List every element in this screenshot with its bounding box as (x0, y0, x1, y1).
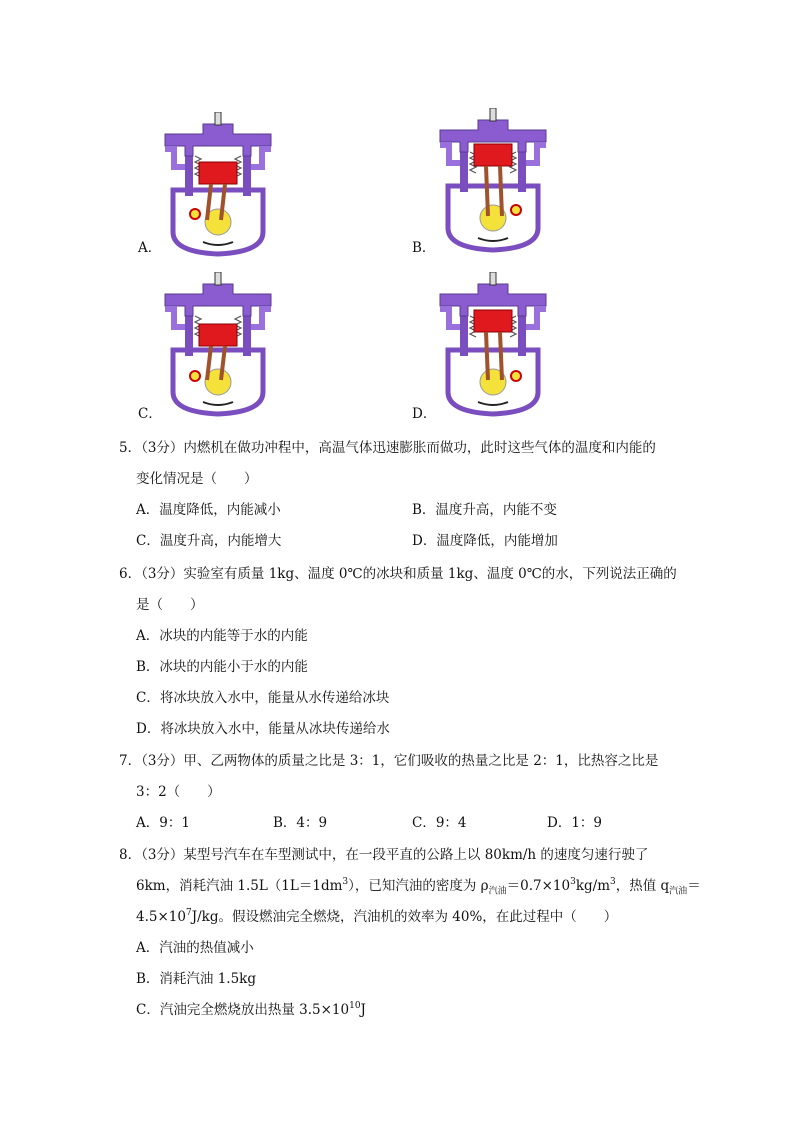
engine-diagram-d (438, 272, 548, 418)
q8-sup-3c: 3 (610, 877, 616, 887)
q6-option-a[interactable]: A．冰块的内能等于水的内能 (136, 628, 308, 644)
q8-line3-b: J/kg。假设燃油完全燃烧，汽油机的效率为 40%，在此过程中（ ） (191, 909, 618, 925)
q8-line2-c: ＝0.7×10 (506, 878, 571, 894)
q4-option-b-label[interactable]: B． (412, 240, 436, 256)
q7-option-c[interactable]: C．9：4 (412, 815, 467, 831)
q4-option-a-label[interactable]: A． (138, 240, 162, 256)
engine-diagram-c (163, 272, 273, 418)
q6-option-b[interactable]: B．冰块的内能小于水的内能 (136, 659, 308, 675)
q8-optc-b: J (360, 1002, 366, 1018)
q8-sup-3: 3 (342, 877, 349, 887)
q8-line2-d: kg/m (575, 878, 610, 894)
q7-stem-line1: 7．（3分）甲、乙两物体的质量之比是 3：1，它们吸收的热量之比是 2：1，比热容之比是 (119, 753, 659, 769)
q5-option-d[interactable]: D．温度降低，内能增加 (412, 533, 558, 549)
q5-option-c[interactable]: C．温度升高，内能增大 (136, 533, 282, 549)
q5-stem-line2: 变化情况是（ ） (136, 471, 258, 487)
q8-sup-3b: 3 (570, 877, 576, 887)
q5-option-a[interactable]: A．温度降低，内能减小 (136, 502, 281, 518)
q7-stem-line2: 3：2（ ） (136, 784, 221, 800)
q5-stem-line1: 5．（3分）内燃机在做功冲程中，高温气体迅速膨胀而做功，此时这些气体的温度和内能的 (119, 440, 656, 456)
q8-stem-line2 (136, 874, 701, 897)
q8-sup-7: 7 (185, 908, 192, 918)
q4-option-c-label[interactable]: C． (138, 406, 162, 422)
q6-stem-line1: 6．（3分）实验室有质量 1kg、温度 0℃的冰块和质量 1kg、温度 0℃的水，下列说法正确的 (119, 566, 677, 582)
q8-line2-a: 6km，消耗汽油 1.5L（1L＝1dm (136, 878, 343, 894)
q8-sup-10: 10 (349, 1001, 361, 1011)
q8-sub-gas2: 汽油 (669, 886, 688, 897)
q8-option-c[interactable] (136, 998, 366, 1018)
q8-line2-b: ），已知汽油的密度为 ρ (348, 878, 489, 894)
q8-option-a[interactable]: A．汽油的热值减小 (136, 940, 254, 956)
q8-line2-f: ＝ (687, 878, 701, 894)
engine-diagram-a (163, 112, 273, 258)
q6-stem-line2: 是（ ） (136, 597, 204, 613)
q8-option-b[interactable]: B．消耗汽油 1.5kg (136, 971, 257, 987)
q8-optc-a: C．汽油完全燃烧放出热量 3.5×10 (136, 1002, 350, 1018)
q8-line2-e: ，热值 q (615, 878, 670, 894)
q7-option-b[interactable]: B．4：9 (273, 815, 328, 831)
q4-option-d-label[interactable]: D． (412, 406, 437, 422)
q8-line3-a: 4.5×10 (136, 909, 186, 925)
q6-option-c[interactable]: C．将冰块放入水中，能量从水传递给冰块 (136, 690, 390, 706)
q8-stem-line1: 8．（3分）某型号汽车在车型测试中，在一段平直的公路上以 80km/h 的速度匀速行驶了 (119, 847, 649, 863)
engine-diagram-b (438, 108, 548, 254)
q7-option-d[interactable]: D．1：9 (547, 815, 603, 831)
q7-option-a[interactable]: A．9：1 (136, 815, 190, 831)
q6-option-d[interactable]: D．将冰块放入水中，能量从冰块传递给水 (136, 721, 390, 737)
q8-stem-line3 (136, 905, 617, 925)
q5-option-b[interactable]: B．温度升高，内能不变 (412, 502, 557, 518)
q8-sub-gas: 汽油 (488, 886, 507, 897)
